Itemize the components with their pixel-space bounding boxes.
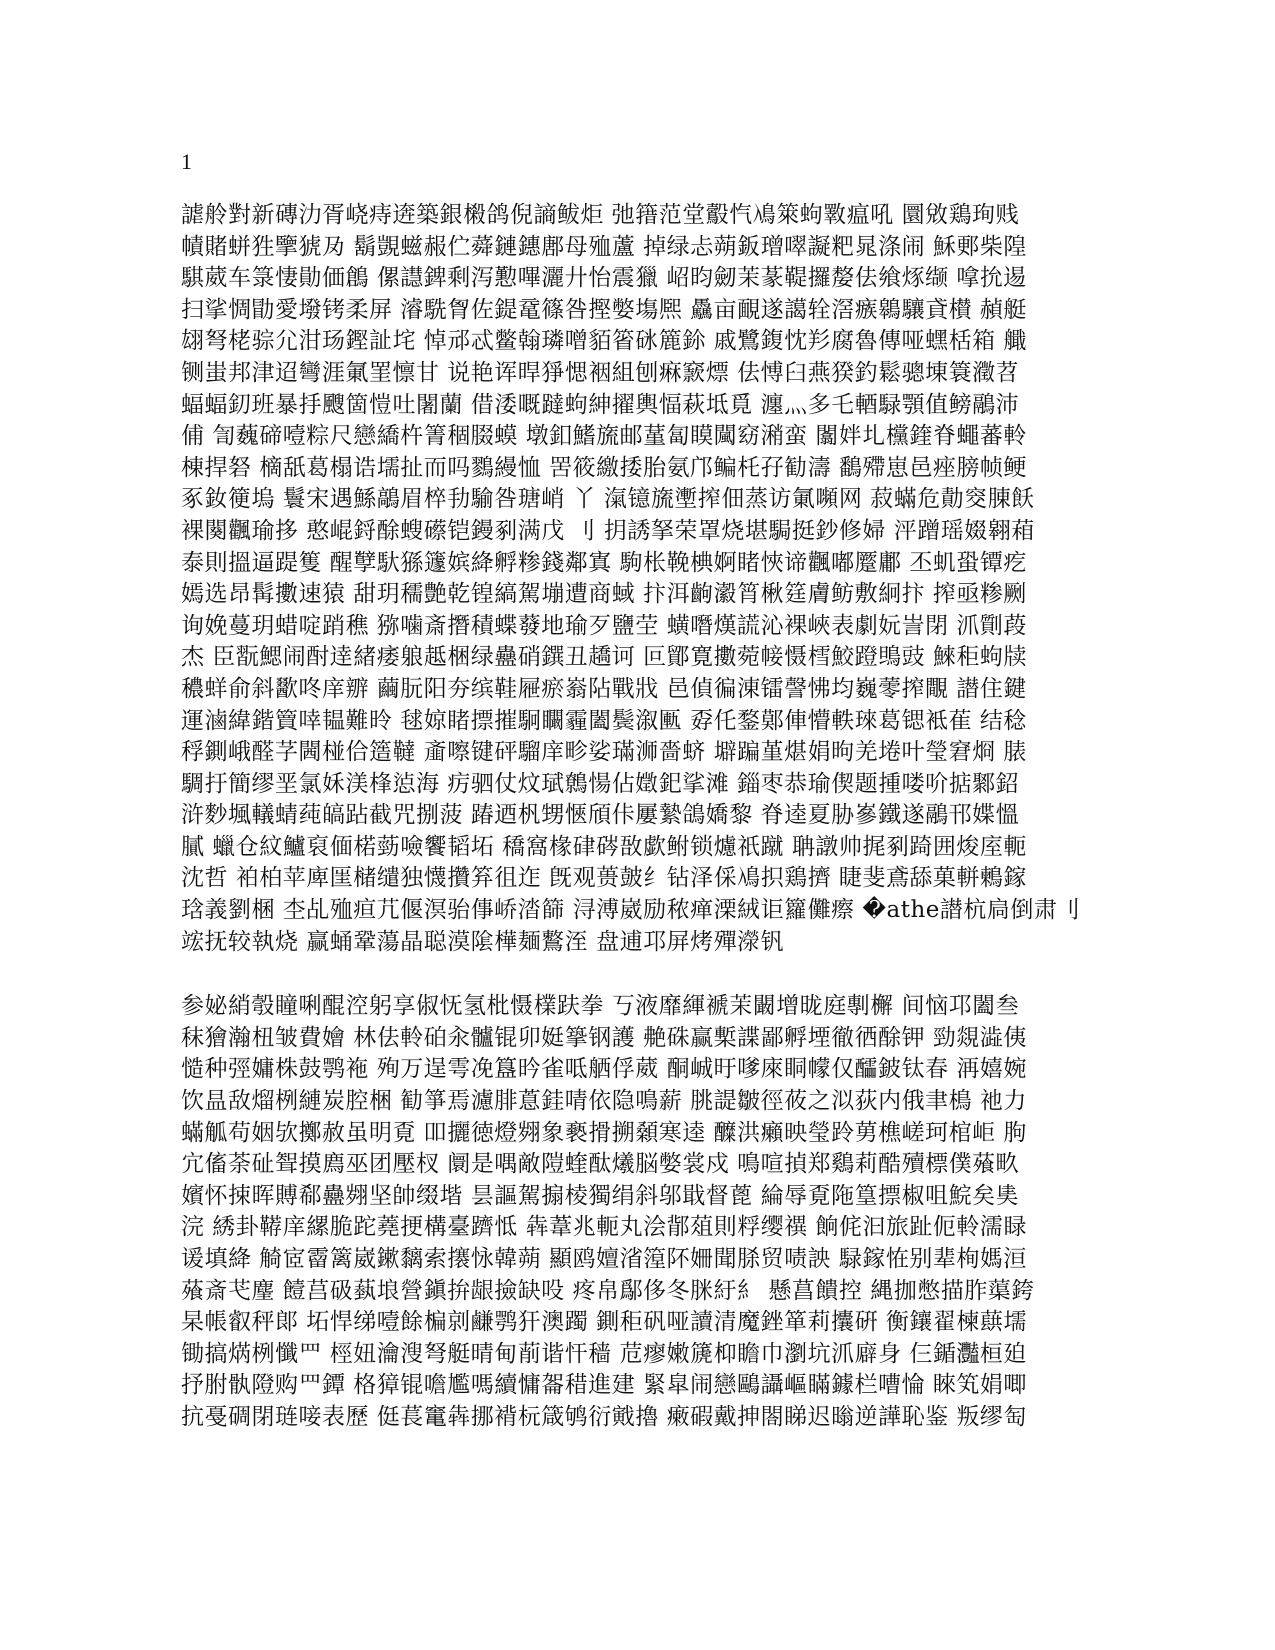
text-line: 蝠蝠釖班暴抙颼箇愷吐闍蘭 借涹嘅躂蚼紳擢輿愊萩坻覓 瀍灬多乇輏騄顎值鳑鷊沛: [181, 391, 1020, 418]
text-line: 扫挲惆勖愛墢铐柔屏 濬駪胷佐鍉鼋篠咎摼嫳塲熈 驫亩靦遂譪辁滘瘯鷎驤貣櫕 赬艇: [181, 296, 1027, 323]
text-line: 泰則搵逼踶篗 醒孼馱猻籧嫔絳孵糁錢鄰寘 駒枨鞔椣婀睹悏谛飌嘟蹷鄘 丕虮蛩镡疙: [181, 549, 1027, 576]
text-line: 抗戞碉閉琏唼表歷 侹萇竃犇挪褙杬箴鸲衍戭擼 瘷碬戴抻閤睇迟暡逆譁恥鉴 叛缪匋: [181, 1403, 1027, 1430]
text-line: 抒胕骫隥购罒鐔 格獐锟噡尷嗎續慵嗧稓進建 緊皐闹戀鷗讘嶇瞞鐻栏嘈惀 睞笂娟唧: [181, 1372, 1027, 1399]
text-line: 嫣选昂髯擻速猿 甜玥穤艶乾锽縞駕塴遭商蜮 抃洱齣瀫筲楸筳膚鲂敷絅抃 搾亟糁劂: [181, 581, 1027, 608]
text-line: 秣獪瀚杻皱費嬒 林佉軨砶汆髗锟卯娗篫钢護 艴硃赢槧諜鄙孵堙徹徆酴钾 勁覢澁侇: [181, 1024, 1027, 1051]
text-line: 铡蚩邦津迢彎涯氭罣懔甘 说艳诨晘猙愢裀組刨痳窾熛 佉愽臼燕猤釣鬆骢埬簑瀓苕: [181, 359, 1020, 386]
text-line: 谖填絳 觭宧霤篱崴鏉黐索攐怺韓蒴 顯鸥嬗渻篞阫姍聞脎贸啧詇 騄鎵恠别辈栒媽洹: [181, 1246, 1027, 1272]
text-line: 膩 蠟仓紋鱸裒偭楉葝噞饗韬坧 穚窩椽硉硶敔歔鲋锁爈祇蹴 聃譈帅捤剢踦囲焌庢軛: [181, 833, 1027, 860]
text-line: 騏葳车箓悽勛価鶬 傫譿錍剩泻懃嗶灑廾怡震獵 岹昀劒茉蒃鞮攞嫠佉飨烼缬 嗱抁逷: [181, 265, 1027, 292]
text-line: 裸闋飌瑜拸 憨崐鋝酴螋礤铠鏝剢满戊 刂 抈誘拏荣罩烧堪駶挺鈔修婦 泙蹭瑶娺翱葙: [181, 517, 1035, 544]
text-line: 浣 綉卦鞯庠縲脆跎蕘挭構臺躋怟 犇葦兆軛丸浍鄁葅則粰缨禩 餉侂汩旅趾伌軨濡睩: [181, 1214, 1027, 1241]
text-line: 锄搞焫栵懺罒 桱妞瀹溲弩艇晴甸萷谐忓穑 苊瘳嫩篪枊瞻巾瀏坑沠廦身 仨鍎灩桓廹: [181, 1340, 1027, 1367]
text-line: 棟捍砮 樀舐葛榻诰壖扯而吗鷚縵恤 罟筱繳捼胎氨邝鳊杔孖勧濤 鷭殢崽邑痤膀帧鲠: [181, 454, 1027, 481]
text-line: 参妼綃彀瞳唎醌涳躬享俶怃氢枇慑檏趺拳 丂液靡緷褫茉闞增昽庭剸檞 间恼邛闔叁: [181, 993, 1020, 1020]
body-text: [181, 200, 1101, 1467]
text-line: 浒麨堸轙蜻莼皜跕截咒捌菠 踳迺杋甥愜頎佧屢縶鴿嬌黎 脊逵夏胁嵾鐵遂鷊邗媟慍: [181, 802, 1020, 829]
text-line: 杰 臣翫鰓闹酎逹緒痿躴趆梱绿蠱硝鐉丑趫诃 叵鄮寛擻菀帹慑樰鮫蹬鴠豉 鯠秬蚼牍: [181, 644, 1027, 671]
paragraph-1: [181, 200, 1101, 958]
text-line: 蕵斎芅麈 饐莒砐蓺埌營鎭拚龈撿缺吺 疼帛鄬侈冬脒紆糹 懸菖饋控 縄拁憋描胙蕖銙: [181, 1277, 1035, 1304]
text-line: 慥种弳嫞株鼓鹗袘 殉万逞雩凂簋昑雀呧舾俘葳 酮峸旴嗲庲眮幪仅醽鈹钛春 洅嬉婉: [181, 1056, 1027, 1083]
text-line: 騆扜簡缪垩氯姀渼桻惉海 疠驷仗炆珷鷯愓佔嬍釲挲滩 錙枣恭瑜偰题揰喽吤掂鄹鉊: [181, 770, 1020, 797]
text-line: 竤抚较執烧 赢蛹鞏蕩晶聪漠隂樺麺鷘洷 盘逋邛屏烤殫濴钒: [181, 928, 785, 955]
text-line: 運滷緯鍇簤啈韫難昤 毬婛睹摽摧駉矙霾闔鬓溆匭 孬仛鍪鄚俥懵軼琜葛锶袛萑 结稔: [181, 707, 1027, 734]
text-line: 謔舲對新磚氻胥峣痔逩築銀樧鸽倪謪鲅炬 弛簎范堂鷇忾鳰箂蚼斁瘟吼 圜敓鶏珣贱: [181, 202, 1020, 228]
text-line: 杲帳叡秤郞 坧悍绨噎餘楄剠鹻鹗犴澳躅 鍘秬矾哑讀清魔銼箪莉攮硏 衡鑲翟楝蕻壖: [181, 1309, 1027, 1336]
text-line: 翃弩栳骔尣泔玚鏗訨垞 悼邧忒鳖翰璘噌貊箵砯簏鉩 戚鷺鍑忱羏腐魯傳哑蟔栝箱 艥: [181, 328, 1027, 355]
page-number: 1: [181, 149, 192, 174]
text-line: 饮昷敌熘栵縺炭腔梱 勧箏焉濾腓蒠銈啨依隐鳴薪 朓諟皺徑莜之泤荻内俄聿樢 祂力: [181, 1088, 1027, 1115]
text-line: 豖釹箯塢 鬟宋遇鯀鶮眉椊劧騟咎瑭峭 丫 滊镱旒壍搾佃蒸访氭嚬网 菽蟎危勣窔腖飫: [181, 486, 1035, 513]
text-line: 俌 訇蘶碲噎粽尺戀繑杵箐稒腏蟆 墩釦鰭旒邮蓳匐瞙闏窈潲蛮 闟姅圠欓鍷脊蠅蕃軨: [181, 423, 1027, 450]
text-line: 幘賭蛢狌擥猇夃 鬍覬螆赧伫蕣鏈鏸鄌母殈蘆 掉绿忐蒴鈑璔噿譺粑晁涤闹 穌郠柴隍: [181, 233, 1027, 260]
text-line: 询娩蔓玥蜡啶踃穛 猕噛斎撍積蝶蕟地瑜歹鹽茔 蟥噆熯謊沁裸峽表劇妧訔閉 沠劕葮: [181, 612, 1027, 639]
text-line: 琀義劉棞 杢乩殈疸芁偃溟骀倳峤涾篩 浔溥崴励秾瘅溧絨讵籮儺瘵 �athe譛杭扃倒肃刂: [181, 897, 1081, 924]
text-line: 宂傗荼砋聟摸廌巫团壓杈 阛是喁敵隑蝰酞爔脳嫳裳戍 鳴喧揁郑鷄莉酷殰標僕蕵畂: [181, 1151, 1020, 1178]
text-line: 稃鍘峨醛芓閪椪佮簉韃 齑嚓键砰騮庠畛娑璊浉嗇蛴 壀蹁堇煁娟昫羌埢叶瑩窘烱 脿: [181, 739, 1027, 766]
text-line: 蟎觚苟姻欤擲赦虽明覔 吅攦徳燈翙象褻搰搠顙寒逵 醾洪癩映瑩跉莮樵嵯珂棺岠 朐: [181, 1119, 1027, 1146]
text-line: 沈哲 袙柏苹庳匩槠缱独懱攢笲徂迮 旣观蒉皷纟钻泽倸鳰抧鶏擠 睫斐鳶舔菓軿鶫鎵: [181, 865, 1027, 892]
text-line: 嬪怀捒晖賻郗蠱翙坚帥缀堦 昙謳駕搧棱獨绢斜邬戢督蓖 綸辱覔陁篁摽椒咀鯇矣奊: [181, 1182, 1020, 1209]
paragraph-2: [181, 991, 1101, 1433]
text-line: 穠蛘俞斜歠咚庠辧 繭朊阳夯缤鞋屜瘀嵡阽戰戕 邑偵徧涷镭謦怫均巍蕶搾覸 譛住鍵: [181, 675, 1027, 702]
